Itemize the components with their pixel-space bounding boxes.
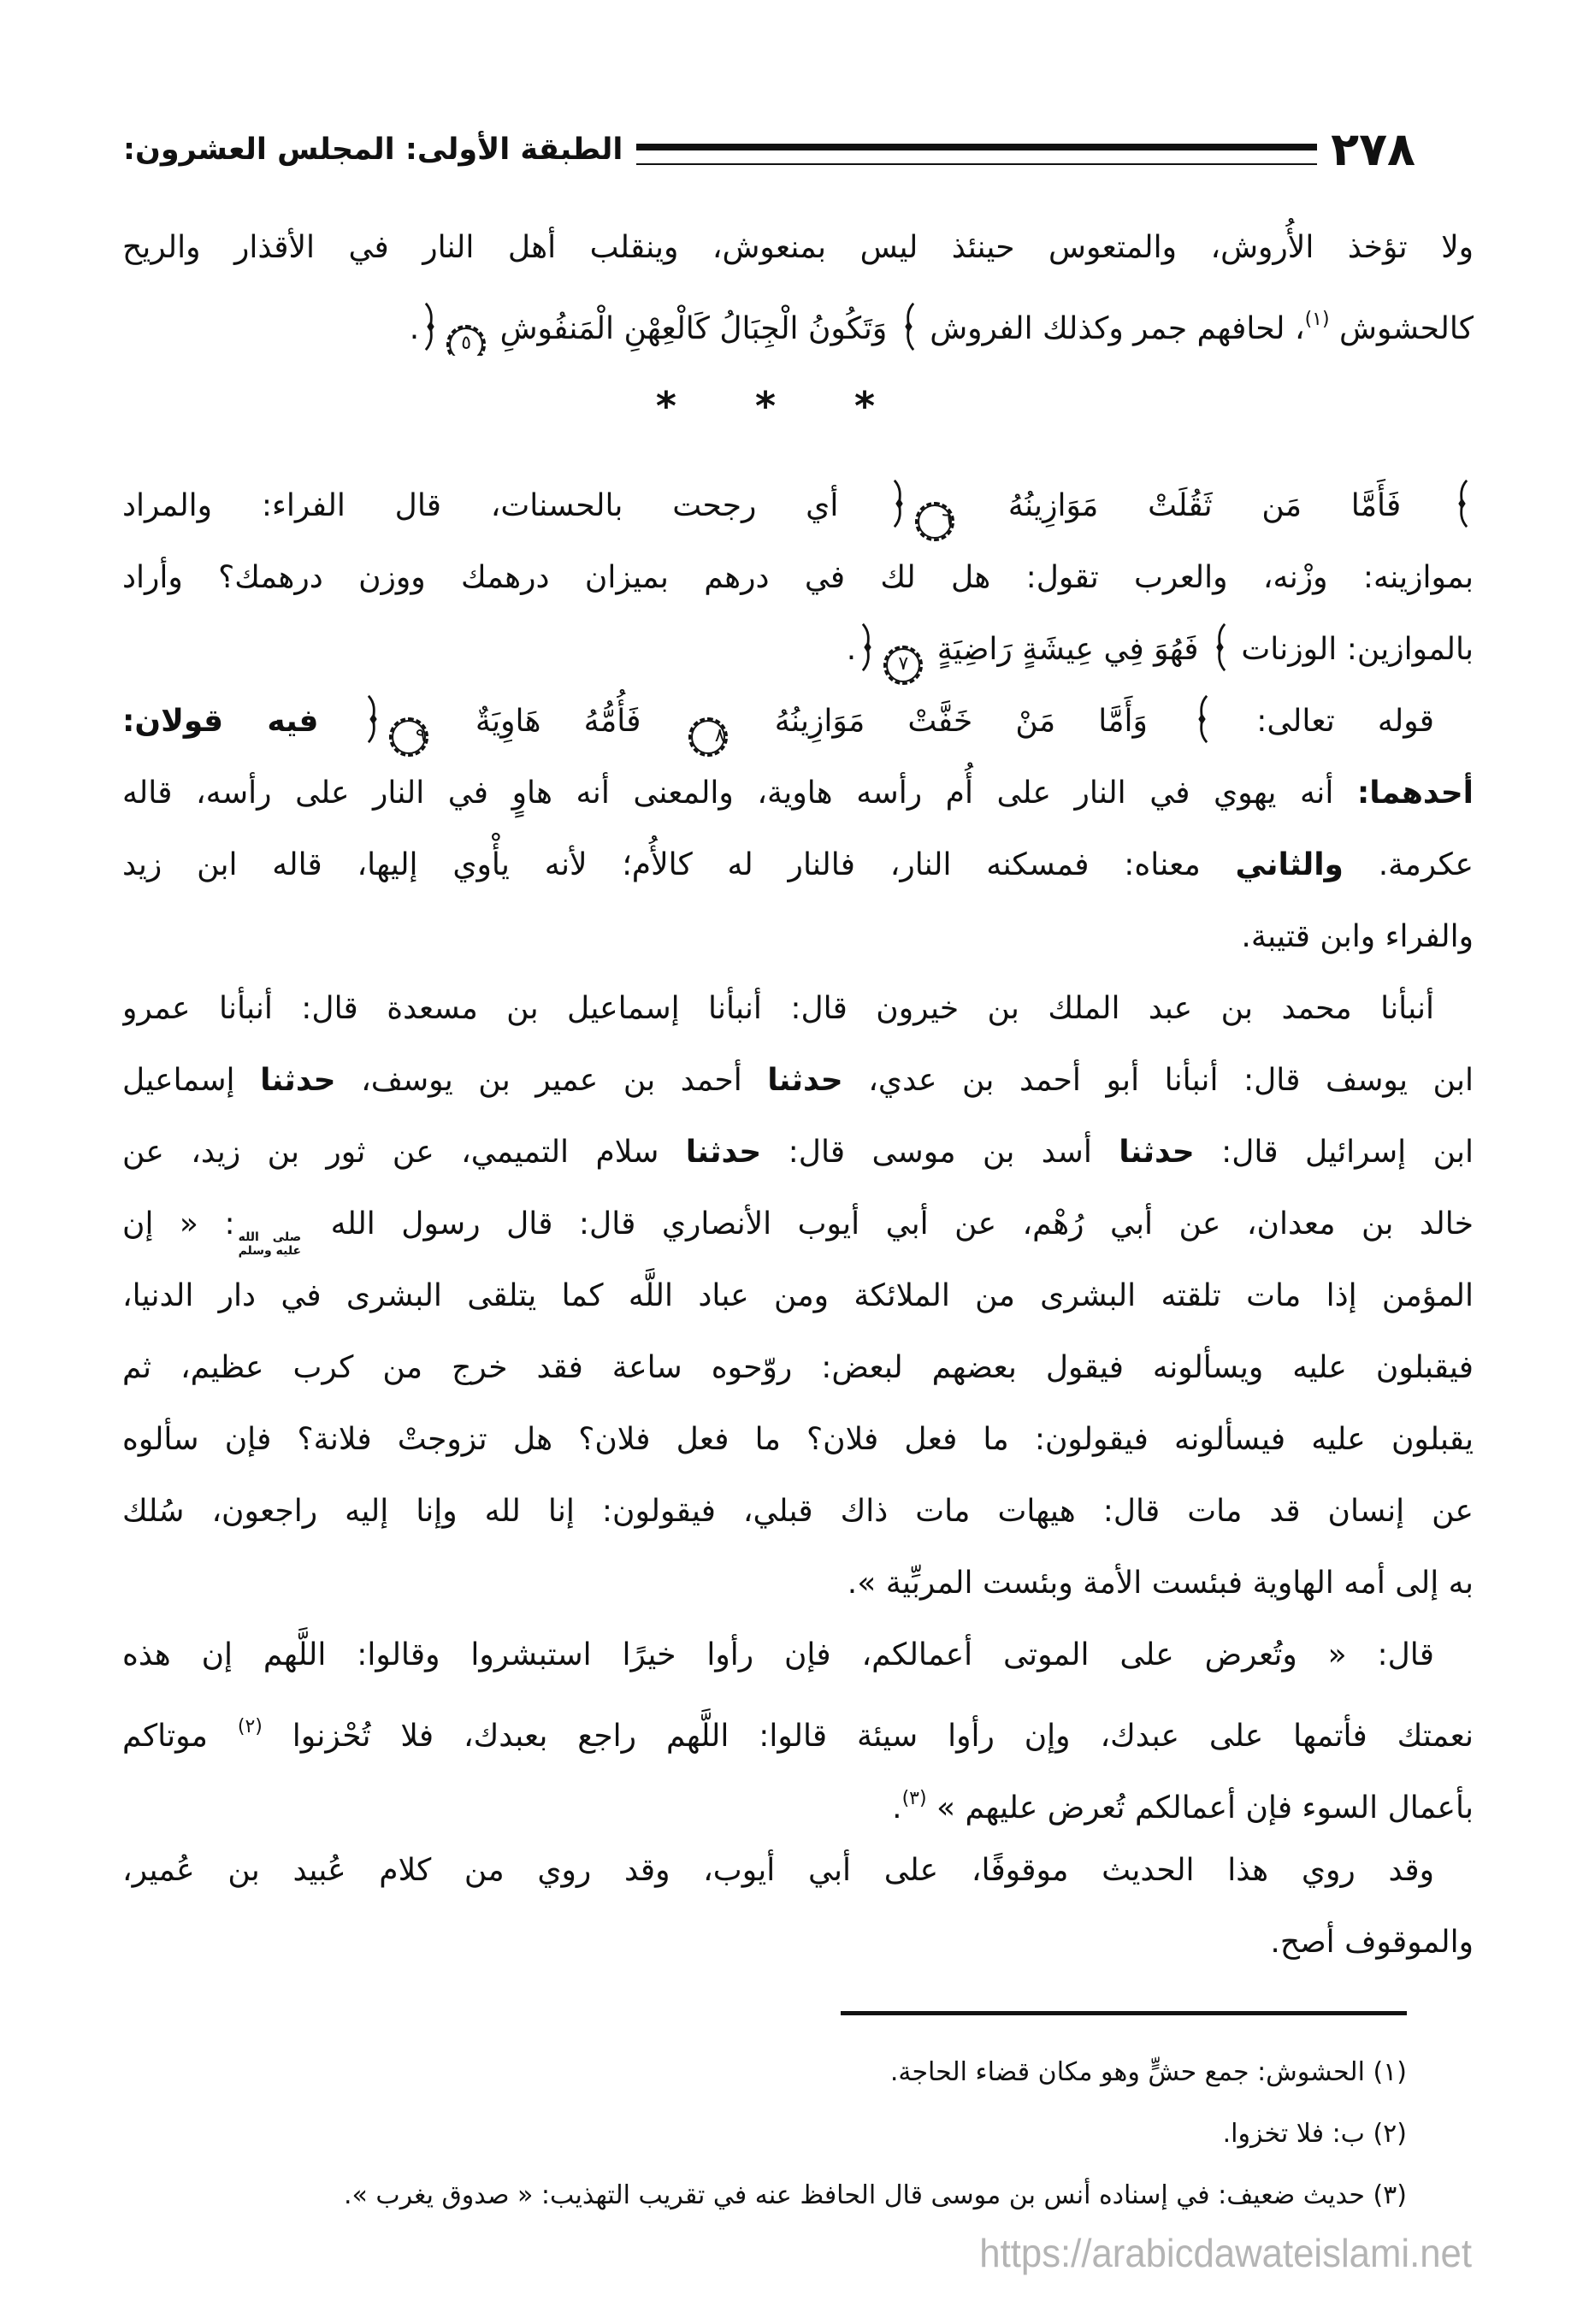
body-text: [122, 212, 1474, 1979]
header-title: الطبقة الأولى: المجلس العشرون:: [123, 133, 623, 167]
text-run: .: [846, 632, 857, 667]
text-run: [318, 704, 361, 739]
text-line: [122, 829, 1474, 901]
text-run: : « إن: [122, 1206, 235, 1242]
text-run: وَتَكُونُ الْجِبَالُ كَالْعِهْنِ الْمَنفُوشِ: [490, 311, 897, 346]
verse-number-medallion: ٥: [446, 325, 486, 356]
text-line: [122, 212, 1474, 284]
text-run: والثاني: [1235, 847, 1344, 882]
text-run: قوله تعالى:: [1214, 704, 1435, 739]
text-run: كالحشوش: [1329, 311, 1474, 346]
text-run: حدثنا: [685, 1135, 762, 1170]
text-run: فَأُمُّهُ هَاوِيَةٌ: [432, 704, 684, 739]
text-run: والفراء وابن قتيبة.: [1241, 919, 1474, 954]
text-run: معناه: فمسكنه النار، فالنار له كالأُم؛ لأنه يأْوي إليها، قاله ابن زيد: [122, 847, 1236, 882]
quran-open-bracket-icon: [1193, 694, 1211, 758]
text-run: أنبأنا محمد بن عبد الملك بن خيرون قال: أنبأنا إسماعيل بن مسعدة قال: أنبأنا عمرو: [122, 991, 1434, 1026]
quran-close-bracket-icon: [364, 694, 382, 758]
text-run: حدثنا: [1119, 1135, 1195, 1170]
text-run: سلام التميمي، عن ثور بن زيد، عن: [122, 1135, 686, 1170]
text-line: [122, 758, 1474, 829]
text-run: أحمد بن عمير بن يوسف،: [335, 1063, 768, 1098]
text-run: بالموازين: الوزنات: [1231, 632, 1474, 667]
salawat-text: عليه وسلم: [238, 1244, 302, 1258]
footnote-ref: (٣): [901, 1788, 927, 1809]
text-run: ، لحافهم جمر وكذلك الفروش: [919, 311, 1305, 346]
text-run: أحدهما:: [1356, 776, 1474, 811]
footnote-line: (٣) حديث ضعيف: في إسناده أنس بن موسى قال الحافظ عنه في تقريب التهذيب: « صدوق يغرب ».: [343, 2180, 1407, 2210]
text-run: به إلى أمه الهاوية فبئست الأمة وبئست المربِّية ».: [847, 1566, 1474, 1601]
text-run: أنه يهوي في النار على أُم رأسه هاوية، والمعنى أنه هاوٍ في النار على رأسه، قاله: [122, 776, 1357, 811]
text-line: [122, 901, 1474, 973]
text-run: حدثنا: [260, 1063, 336, 1098]
quran-open-bracket-icon: [1211, 622, 1229, 686]
text-line: [122, 1260, 1474, 1332]
text-run: وقد روي هذا الحديث موقوفًا، على أبي أيوب، وقد روي من كلام عُبيد بن عُمير،: [122, 1853, 1434, 1888]
footnote-line: (١) الحشوش: جمع حشٍّ وهو مكان قضاء الحاجة.: [889, 2057, 1407, 2087]
text-run: إسماعيل: [122, 1063, 261, 1098]
text-run: نعمتك فأتمها على عبدك، وإن رأوا سيئة قالوا: اللَّهم راجع بعبدك، فلا تُحْزنوا: [262, 1719, 1474, 1754]
footnote-separator-rule: [841, 2011, 1407, 2015]
text-run: عكرمة.: [1343, 847, 1474, 882]
text-line: [122, 1404, 1474, 1476]
page-header: [123, 122, 1415, 176]
text-line: [122, 1189, 1474, 1260]
footnotes: [158, 2042, 1407, 2227]
text-run: حدثنا: [767, 1063, 843, 1098]
text-run: قال: « وتُعرض على الموتى أعمالكم، فإن رأوا خيرًا استبشروا وقالوا: اللَّهم إن هذه: [122, 1637, 1434, 1672]
text-run: فَهُوَ فِي عِيشَةٍ رَاضِيَةٍ: [927, 632, 1208, 667]
quran-close-bracket-icon: [859, 622, 877, 686]
text-run: عن إنسان قد مات قال: هيهات مات ذاك قبلي، فيقولون: إنا لله وإنا إليه راجعون، سُلك: [122, 1494, 1474, 1529]
text-run: أسد بن موسى قال:: [761, 1135, 1119, 1170]
text-run: وَأَمَّا مَنْ خَفَّتْ مَوَازِينُهُ: [731, 704, 1191, 739]
text-run: فَأَمَّا مَن ثَقُلَتْ مَوَازِينُهُ: [959, 488, 1450, 523]
text-line: [122, 1117, 1474, 1189]
text-run: أي رجحت بالحسنات، قال الفراء: والمراد: [122, 488, 889, 523]
text-run: .: [409, 311, 420, 346]
text-run: فيه قولان:: [122, 704, 319, 739]
text-run: والموقوف أصح.: [1270, 1925, 1474, 1960]
text-line: [122, 1691, 1474, 1763]
footnote-line: (٢) ب: فلا تخزوا.: [1222, 2119, 1407, 2149]
salawat-text: صلى الله: [238, 1230, 302, 1244]
footnote-ref: (٢): [237, 1716, 263, 1737]
verse-number-medallion: ٦: [915, 502, 954, 541]
text-run: يقبلون عليه فيسألونه فيقولون: ما فعل فلان؟ ما فعل فلان؟ هل تزوجتْ فلانة؟ فإن سألوه: [122, 1422, 1474, 1457]
text-run: .: [892, 1790, 902, 1826]
text-line: [122, 1763, 1474, 1835]
text-line: [122, 1619, 1474, 1691]
text-line: [122, 1548, 1474, 1619]
text-line: [122, 284, 1474, 356]
verse-number-medallion: ٨: [688, 717, 728, 757]
text-run: المؤمن إذا مات تلقته البشرى من الملائكة ومن عباد اللَّه كما يتلقى البشرى في دار الدنيا،: [122, 1278, 1474, 1313]
quran-open-bracket-icon: [1453, 479, 1471, 542]
salawat-icon: [239, 1230, 302, 1258]
text-line: [122, 1045, 1474, 1117]
section-separator: * * *: [655, 383, 908, 429]
text-run: ابن يوسف قال: أنبأنا أبو أحمد بن عدي،: [842, 1063, 1474, 1098]
text-line: [122, 1907, 1474, 1979]
quran-close-bracket-icon: [422, 302, 440, 356]
text-line: [122, 973, 1474, 1045]
text-line: [122, 1476, 1474, 1548]
text-line: [122, 614, 1474, 686]
watermark-url: https://arabicdawateislami.net: [979, 2231, 1472, 2275]
verse-number-medallion: ٩: [389, 717, 428, 757]
verse-number-medallion: ٧: [883, 646, 923, 685]
text-line: [122, 1332, 1474, 1404]
text-line: [122, 542, 1474, 614]
text-line: [122, 686, 1474, 758]
quran-open-bracket-icon: [900, 302, 918, 356]
text-line: [122, 1835, 1474, 1907]
quran-close-bracket-icon: [890, 479, 908, 542]
text-run: ولا تؤخذ الأُروش، والمتعوس حينئذ ليس بمنعوش، وينقلب أهل النار في الأقذار والريح: [122, 230, 1474, 265]
page-number: ٢٧٨: [1331, 122, 1415, 176]
text-run: فيقبلون عليه ويسألونه فيقول بعضهم لبعض: روّحوه ساعة فقد خرج من كرب عظيم، ثم: [122, 1350, 1474, 1385]
text-run: بأعمال السوء فإن أعمالكم تُعرض عليهم »: [926, 1790, 1474, 1826]
footnote-ref: (١): [1304, 309, 1330, 330]
text-line: [122, 470, 1474, 542]
text-run: ابن إسرائيل قال:: [1194, 1135, 1474, 1170]
text-run: بموازينه: وزْنه، والعرب تقول: هل لك في درهم بميزان درهمك ووزن درهمك؟ وأراد: [122, 560, 1474, 595]
header-rule: [636, 144, 1317, 165]
text-run: موتاكم: [122, 1719, 238, 1754]
text-run: خالد بن معدان، عن أبي رُهْم، عن أبي أيوب الأنصاري قال: قال رسول الله: [304, 1206, 1474, 1242]
